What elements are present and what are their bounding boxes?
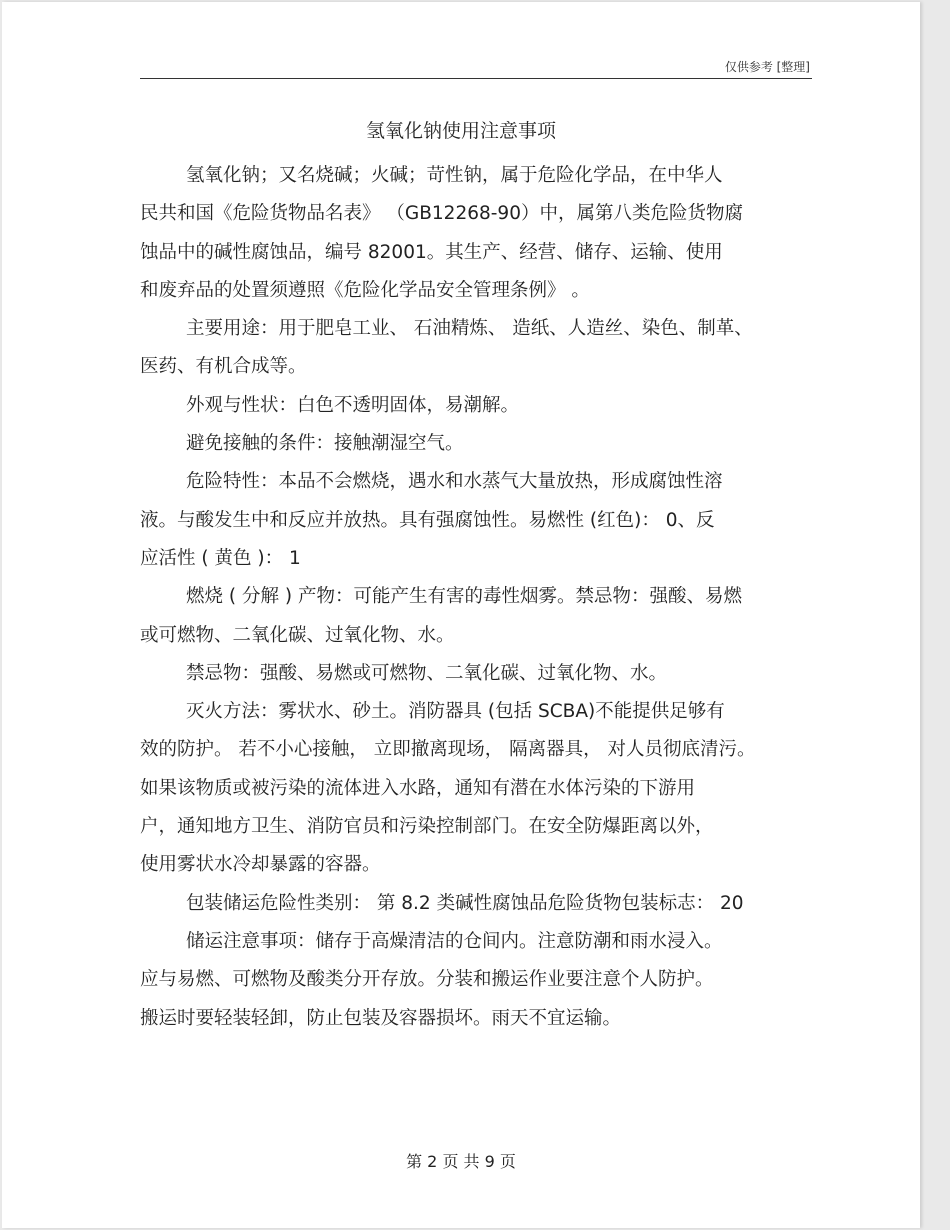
- text-line: 储运注意事项：储存于高燥清洁的仓间内。注意防潮和雨水浸入。: [186, 930, 723, 952]
- document-title: 氢氧化钠使用注意事项: [365, 120, 556, 142]
- text-line: 氢氧化钠；又名烧碱；火碱；苛性钠，属于危险化学品，在中华人: [186, 165, 723, 186]
- text-line: 户，通知地方卫生、消防官员和污染控制部门。在安全防爆距离以外，: [140, 816, 714, 838]
- text-line: 效的防护。 若不小心接触， 立即撤离现场， 隔离器具， 对人员彻底清污。: [140, 739, 756, 761]
- text-line: 禁忌物：强酸、易燃或可燃物、二氧化碳、过氧化物、水。: [186, 662, 668, 684]
- text-line: 或可燃物、二氧化碳、过氧化物、水。: [140, 624, 455, 646]
- header-rule: [140, 78, 812, 79]
- text-line: 外观与性状：白色不透明固体，易潮解。: [186, 394, 520, 416]
- text-line: 蚀品中的碱性腐蚀品，编号 82001。其生产、经营、储存、运输、使用: [140, 241, 723, 263]
- header-note: 仅供参考 [整理]: [724, 60, 810, 74]
- text-line: 搬运时要轻装轻卸，防止包装及容器损坏。雨天不宜运输。: [140, 1007, 622, 1029]
- text-line: 如果该物质或被污染的流体进入水路，通知有潜在水体污染的下游用: [140, 777, 696, 799]
- text-line: 和废弃品的处置须遵照《危险化学品安全管理条例》 。: [140, 279, 590, 301]
- document-page: [2, 2, 920, 1228]
- text-line: 应与易燃、可燃物及酸类分开存放。分装和搬运作业要注意个人防护。: [140, 969, 714, 991]
- text-line: 燃烧 ( 分解 ) 产物：可能产生有害的毒性烟雾。禁忌物：强酸、易燃: [186, 586, 742, 608]
- text-line: 包装储运危险性类别： 第 8.2 类碱性腐蚀品危险货物包装标志： 20: [186, 892, 744, 914]
- text-line: 民共和国《危险货物品名表》 （GB12268-90）中，属第八类危险货物腐: [140, 203, 743, 225]
- text-line: 危险特性：本品不会燃烧，遇水和水蒸气大量放热，形成腐蚀性溶: [186, 471, 723, 493]
- text-line: 医药、有机合成等。: [140, 356, 307, 378]
- text-line: 液。与酸发生中和反应并放热。具有强腐蚀性。易燃性 (红色)： 0、反: [140, 509, 715, 531]
- page-number: 第 2 页 共 9 页: [406, 1152, 516, 1171]
- text-line: 使用雾状水冷却暴露的容器。: [140, 854, 381, 876]
- text-line: 避免接触的条件：接触潮湿空气。: [186, 433, 464, 455]
- document-body: [140, 157, 820, 1038]
- text-line: 灭火方法：雾状水、砂土。消防器具 (包括 SCBA)不能提供足够有: [186, 701, 725, 723]
- text-line: 应活性 ( 黄色 )： 1: [140, 547, 301, 569]
- text-line: 主要用途：用于肥皂工业、 石油精炼、 造纸、人造丝、染色、制革、: [186, 318, 753, 340]
